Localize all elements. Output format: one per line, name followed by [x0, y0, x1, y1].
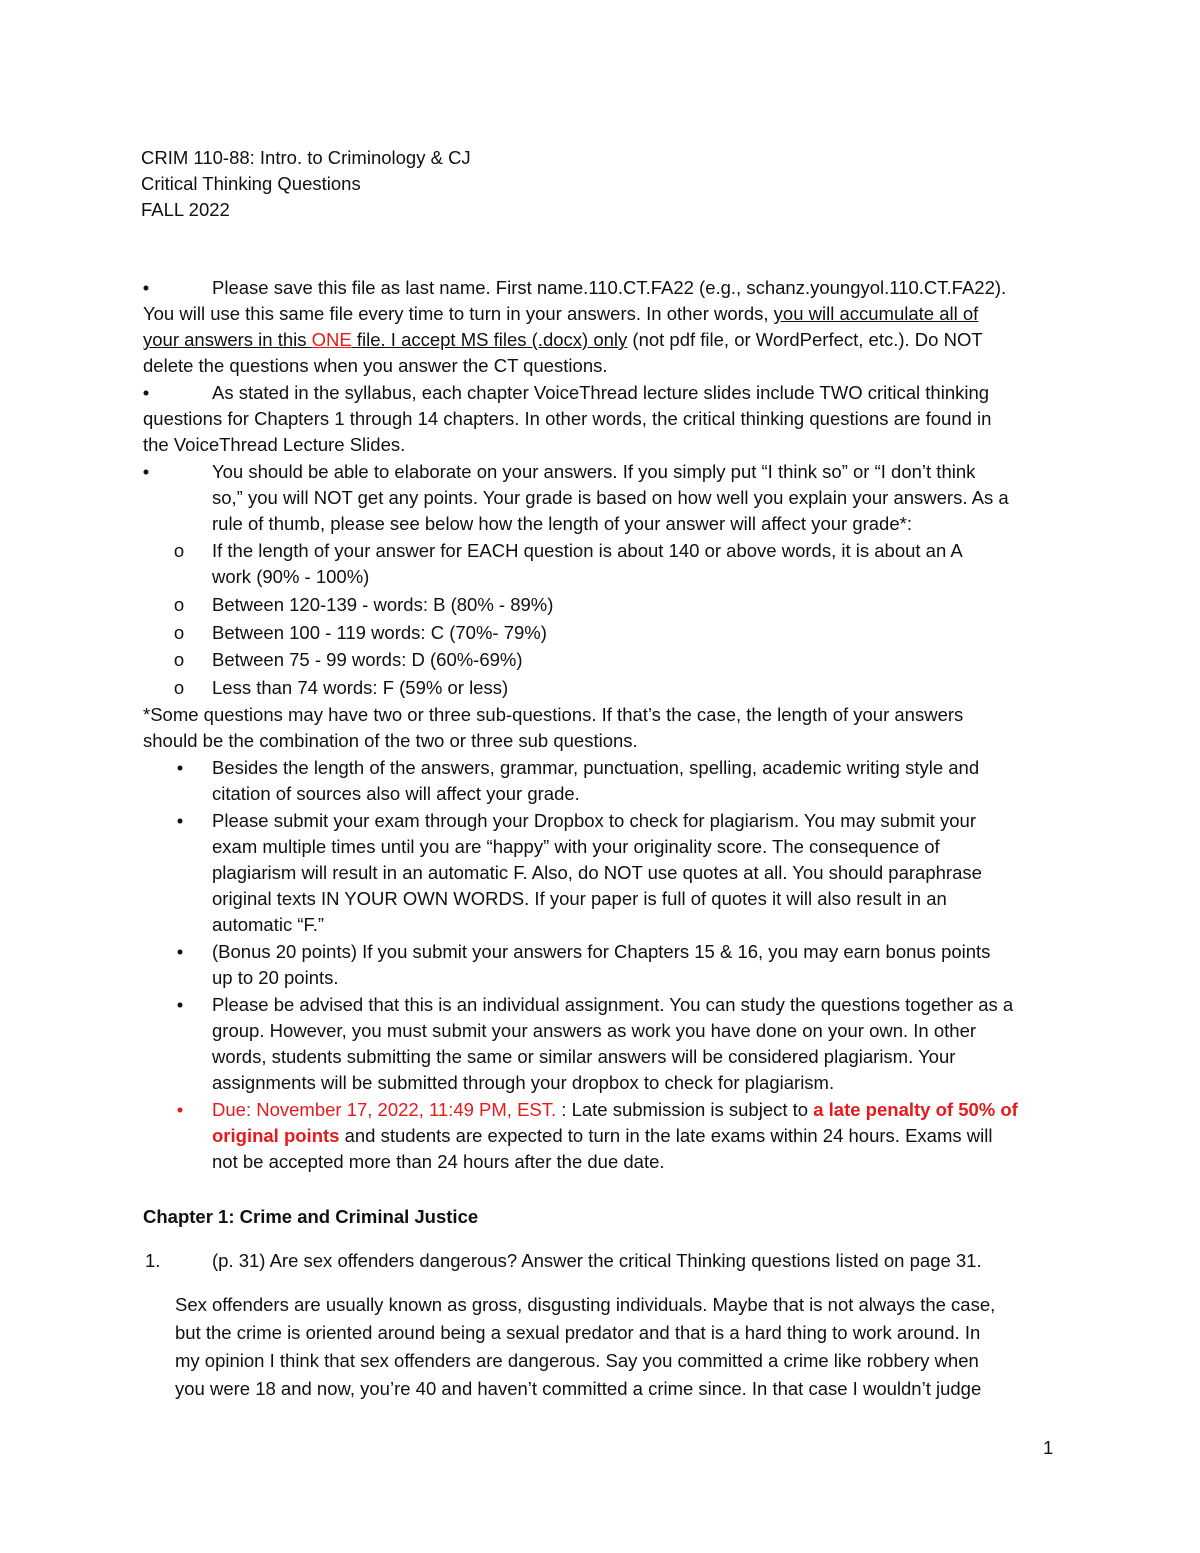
- bullet-4-line-2: citation of sources also will affect your grade.: [212, 783, 580, 804]
- bullet-icon: •: [142, 382, 150, 403]
- sub-bullet-d: Between 75 - 99 words: D (60%-69%): [212, 649, 523, 670]
- sub-bullet-a-line-1: If the length of your answer for EACH question is about 140 or above words, it is about an A: [212, 540, 963, 561]
- question-number: 1.: [145, 1250, 161, 1271]
- bullet-icon: •: [176, 757, 184, 778]
- term-label: FALL 2022: [141, 199, 230, 220]
- answer-line-1: Sex offenders are usually known as gross, disgusting individuals. Maybe that is not always the case,: [175, 1294, 996, 1315]
- bullet-2-line-1: As stated in the syllabus, each chapter VoiceThread lecture slides include TWO critical thinking: [212, 382, 990, 403]
- course-title: CRIM 110-88: Intro. to Criminology & CJ: [141, 147, 471, 168]
- bullet-7-line-1: Please be advised that this is an individual assignment. You can study the questions together as a: [212, 994, 1014, 1015]
- bullet-6-line-2: up to 20 points.: [212, 967, 339, 988]
- bullet-icon: •: [176, 941, 184, 962]
- bullet-1-line-3: your answers in this ONE file. I accept MS files (.docx) only (not pdf file, or WordPerfect, etc.). Do NOT: [143, 329, 983, 350]
- answer-line-3: my opinion I think that sex offenders are dangerous. Say you committed a crime like robbery when: [175, 1350, 979, 1371]
- one-emphasis: ONE: [311, 329, 352, 350]
- bullet-1-line-4: delete the questions when you answer the CT questions.: [143, 355, 608, 376]
- question-text: (p. 31) Are sex offenders dangerous? Answer the critical Thinking questions listed on page 31.: [212, 1250, 982, 1271]
- bullet-icon: •: [176, 994, 184, 1015]
- bullet-7-line-3: words, students submitting the same or similar answers will be considered plagiarism. Your: [212, 1046, 956, 1067]
- bullet-7-line-2: group. However, you must submit your answers as work you have done on your own. In other: [212, 1020, 977, 1041]
- sub-bullet-b: Between 120-139 - words: B (80% - 89%): [212, 594, 554, 615]
- bullet-icon: •: [176, 1099, 184, 1120]
- chapter-heading: Chapter 1: Crime and Criminal Justice: [143, 1206, 479, 1227]
- bullet-5-line-3: plagiarism will result in an automatic F. Also, do NOT use quotes at all. You should paraphrase: [212, 862, 982, 883]
- sub-bullet-icon: o: [173, 540, 185, 561]
- answer-line-2: but the crime is oriented around being a sexual predator and that is a hard thing to work around. In: [175, 1322, 981, 1343]
- bullet-5-line-5: automatic “F.”: [212, 914, 325, 935]
- bullet-2-line-3: the VoiceThread Lecture Slides.: [143, 434, 406, 455]
- bullet-3-line-2: so,” you will NOT get any points. Your grade is based on how well you explain your answers. As a: [212, 487, 1009, 508]
- bullet-4-line-1: Besides the length of the answers, grammar, punctuation, spelling, academic writing style and: [212, 757, 980, 778]
- sub-bullet-icon: o: [173, 677, 185, 698]
- sub-bullet-icon: o: [173, 594, 185, 615]
- note-line-2: should be the combination of the two or three sub questions.: [143, 730, 638, 751]
- document-subtitle: Critical Thinking Questions: [141, 173, 361, 194]
- sub-bullet-a-line-2: work (90% - 100%): [212, 566, 370, 587]
- note-line-1: *Some questions may have two or three sub-questions. If that’s the case, the length of your answers: [143, 704, 964, 725]
- bullet-3-line-3: rule of thumb, please see below how the length of your answer will affect your grade*:: [212, 513, 912, 534]
- answer-line-4: you were 18 and now, you’re 40 and haven’t committed a crime since. In that case I wouldn’t judge: [175, 1378, 982, 1399]
- bullet-6-line-1: (Bonus 20 points) If you submit your answers for Chapters 15 & 16, you may earn bonus points: [212, 941, 991, 962]
- sub-bullet-c: Between 100 - 119 words: C (70%- 79%): [212, 622, 547, 643]
- bullet-5-line-1: Please submit your exam through your Dropbox to check for plagiarism. You may submit your: [212, 810, 977, 831]
- page-number: 1: [1043, 1437, 1054, 1458]
- bullet-3-line-1: You should be able to elaborate on your answers. If you simply put “I think so” or “I don’t think: [212, 461, 976, 482]
- bullet-icon: •: [142, 461, 150, 482]
- bullet-1-line-1: Please save this file as last name. First name.110.CT.FA22 (e.g., schanz.youngyol.110.CT.FA22).: [212, 277, 1007, 298]
- bullet-5-line-4: original texts IN YOUR OWN WORDS. If your paper is full of quotes it will also result in an: [212, 888, 947, 909]
- bullet-5-line-2: exam multiple times until you are “happy” with your originality score. The consequence of: [212, 836, 940, 857]
- bullet-8-line-1: Due: November 17, 2022, 11:49 PM, EST. : Late submission is subject to a late penalty of 50% of: [212, 1099, 1018, 1120]
- bullet-8-line-2: original points and students are expected to turn in the late exams within 24 hours. Exams will: [212, 1125, 993, 1146]
- sub-bullet-icon: o: [173, 622, 185, 643]
- sub-bullet-e: Less than 74 words: F (59% or less): [212, 677, 509, 698]
- due-date: Due: November 17, 2022, 11:49 PM, EST.: [212, 1099, 557, 1120]
- bullet-2-line-2: questions for Chapters 1 through 14 chapters. In other words, the critical thinking questions are found in: [143, 408, 992, 429]
- sub-bullet-icon: o: [173, 649, 185, 670]
- bullet-icon: •: [176, 810, 184, 831]
- bullet-icon: •: [142, 277, 150, 298]
- bullet-1-line-2: You will use this same file every time to turn in your answers. In other words, you will accumulate all of: [143, 303, 979, 324]
- bullet-8-line-3: not be accepted more than 24 hours after the due date.: [212, 1151, 665, 1172]
- bullet-7-line-4: assignments will be submitted through your dropbox to check for plagiarism.: [212, 1072, 835, 1093]
